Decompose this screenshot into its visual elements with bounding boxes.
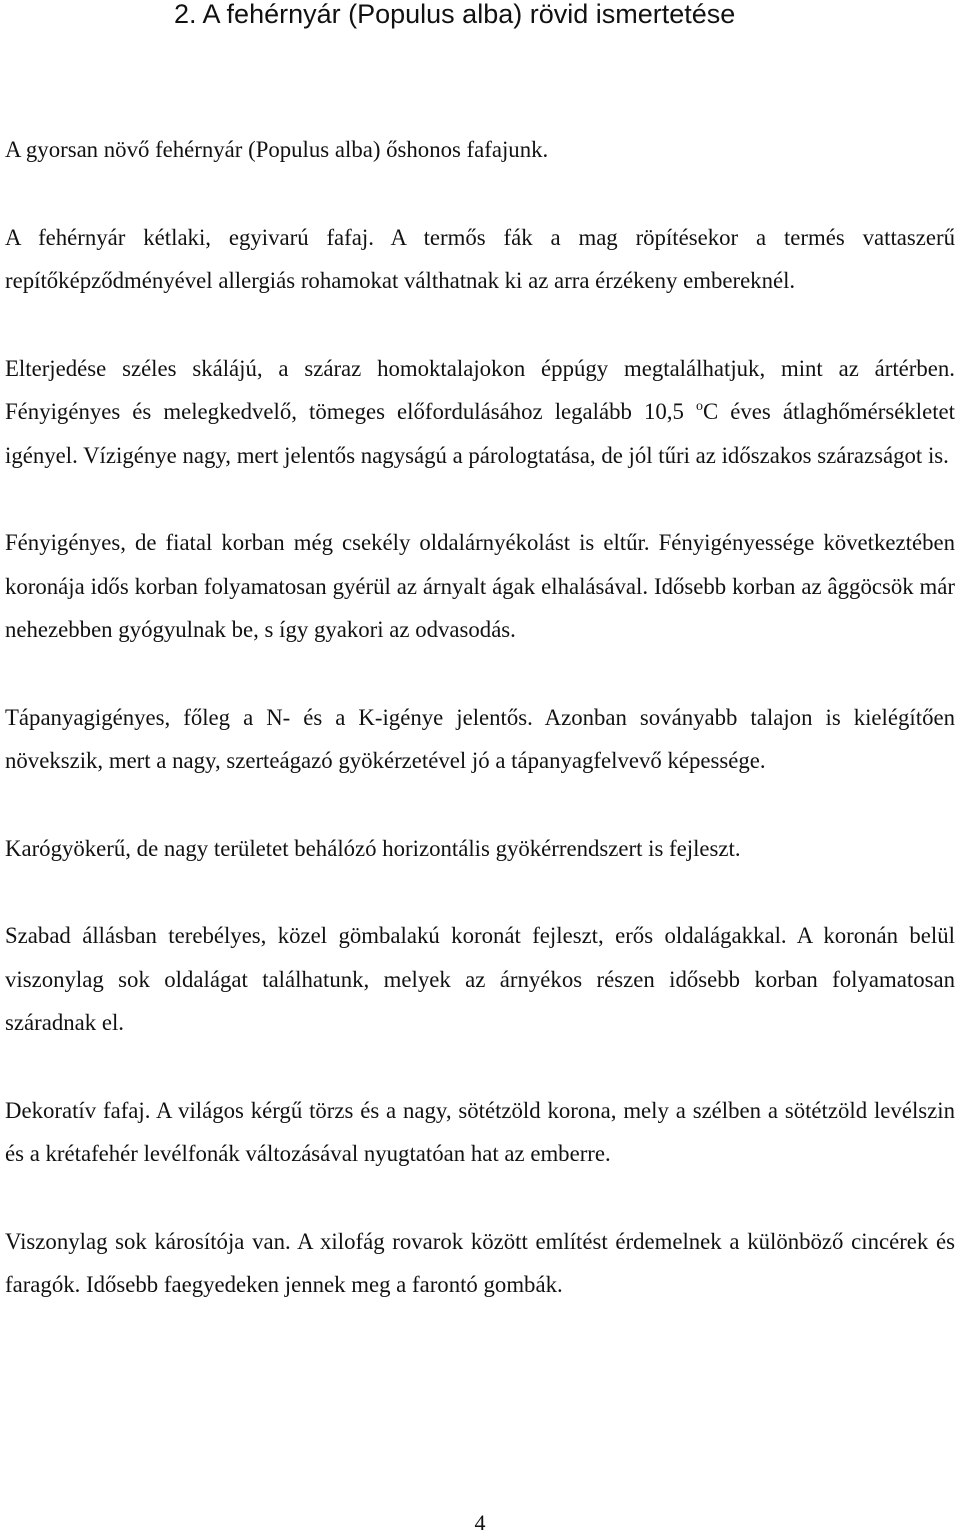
paragraph-dioecious (5, 216, 955, 303)
paragraph-decorative: Dekoratív fafaj. A világos kérgű törzs és a nagy, sötétzöld korona, mely a szélben a sötétzöld levélszin és a krétafehér levélfonák változásával nyugtatóan hat az emberre. (5, 1097, 955, 1166)
paragraph-distribution (5, 347, 955, 478)
section-heading: 2. A fehérnyár (Populus alba) rövid ismertetése (174, 0, 736, 29)
paragraph-dioecious-line2: repítőképződményével allergiás rohamokat válthatnak ki az arra érzékeny embereknél. (5, 268, 796, 293)
degree-sign: o (695, 399, 703, 414)
paragraph-distribution-part1: Elterjedése széles skálájú, a száraz homoktalajokon éppúgy megtalálhatjuk, mint az ártérben. Fényigényes és melegkedvelő, tömeges előfordulásához legalább 10,5 (5, 355, 955, 424)
paragraph-crown: Szabad állásban terebélyes, közel gömbalakú koronát fejleszt, erős oldalágakkal. A koronán belül viszonylag sok oldalágat találhatunk, melyek az árnyékos részen idősebb korban folyamatosan száradnak el. (5, 923, 955, 1035)
paragraph-roots: Karógyökerű, de nagy területet behálózó horizontális gyökérrendszert is fejleszt. (5, 835, 741, 861)
paragraph-nutrients: Tápanyagigényes, főleg a N- és a K-igénye jelentős. Azonban soványabb talajon is kielégítően növekszik, mert a nagy, szerteágazó gyökérzetével jó a tápanyagfelvevő képessége. (5, 704, 955, 773)
paragraph-intro: A gyorsan növő fehérnyár (Populus alba) őshonos fafajunk. (5, 137, 549, 162)
page-number: 4 (474, 1510, 486, 1535)
body-text (5, 128, 955, 1351)
paragraph-light-demand: Fényigényes, de fiatal korban még csekély oldalárnyékolást is eltűr. Fényigényessége következtében koronája idős korban folyamatosan gyérül az árnyalt ágak elhalásával. Idősebb korban az âggöcsök már nehezebben gyógyulnak be, s így gyakori az odvasodás. (5, 530, 955, 642)
paragraph-pests: Viszonylag sok károsítója van. A xilofág rovarok között említést érdemelnek a különböző cincérek és faragók. Idősebb faegyedeken jennek meg a farontó gombák. (5, 1228, 955, 1297)
paragraph-distribution-part2: C éves átlaghőmérsékletet igényel. Vízigénye nagy, mert jelentős nagyságú a párologtatása, de jól tűri az időszakos szárazságot is. (5, 399, 955, 468)
paragraph-dioecious-line1: A fehérnyár kétlaki, egyivarú fafaj. A termős fák a mag röpítésekor a termés vattaszerű (5, 224, 955, 250)
